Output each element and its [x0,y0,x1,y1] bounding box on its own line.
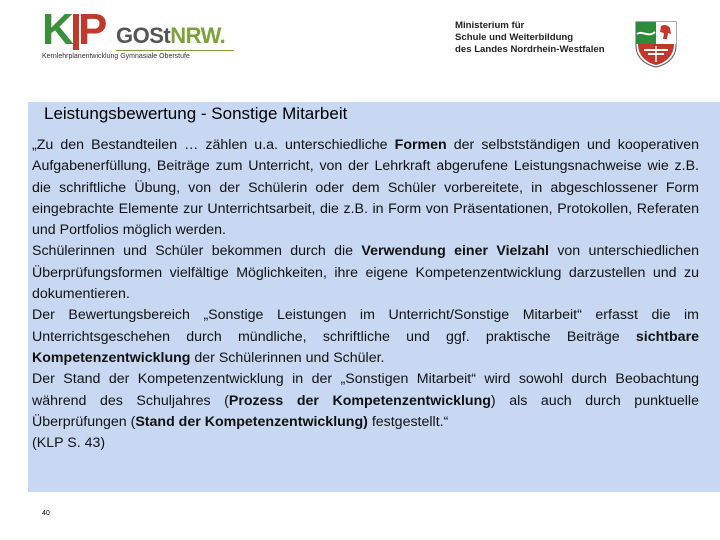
body-text: „Zu den Bestandteilen … zählen u.a. unterschiedliche [32,137,395,153]
body-text: Der Bewertungsbereich „Sonstige Leistungen im Unterricht/Sonstige Mitarbeit“ erfasst die im Unterrichtsgeschehen durch mündliche, schriftliche und ggf. praktische Beiträge [32,307,699,345]
emphasis-text: sichtbare Kompetenzentwicklung [32,328,699,366]
body-text: (KLP S. 43) [32,435,106,452]
page-number: 40 [42,510,50,517]
logo-underline [116,50,234,51]
body-text: von unterschiedlichen Überprüfungsformen vielfältige Möglichkeiten, ihre eigene Kompetenzentwicklung darzustellen und zu dokumentieren. [32,243,699,303]
body-paragraph-4 [32,369,699,433]
logo-letter-k: K [42,5,72,54]
body-paragraph-1 [32,135,699,241]
emphasis-text: Verwendung einer Vielzahl [361,243,549,260]
ministry-line-3: des Landes Nordrhein-Westfalen [455,44,605,55]
ministry-line-1: Ministerium für [455,20,525,31]
body-text: der Schülerinnen und Schüler. [190,349,385,366]
kp-gost-nrw-logo [42,5,242,64]
emphasis-text: Formen [394,137,447,153]
ministry-line-2: Schule und Weiterbildung [455,32,574,43]
footer-area [28,492,720,540]
body-text: ) als auch durch punktuelle Überprüfungen ( [32,392,699,430]
body-text: Schülerinnen und Schüler bekommen durch die [32,243,362,260]
body-text: festgestellt.“ [367,413,449,430]
logo-nrw: NRW. [170,23,226,48]
body-paragraph-3 [32,305,699,369]
logo-gost-text [116,24,225,48]
slide-title: Leistungsbewertung - Sonstige Mitarbeit [44,104,348,123]
logo-letters [42,5,242,54]
body-text: der selbstständigen und kooperativen Aufgabenerfüllung, Beiträge zum Unterricht, von der Lehrkraft abgerufene Leistungsnachweise wie z.B. die schriftliche Übung, von der Schülerin oder dem Schüler vorbereitete, in abgeschlossener Form eingebrachte Elemente zur Unterrichtsarbeit, die z.B. in Form von Präsentationen, Protokollen, Referaten und Portfolios möglich werden. [32,137,699,239]
nrw-coat-of-arms-icon [634,20,678,68]
emphasis-text: Prozess der Kompetenzentwicklung [228,392,491,409]
logo-subtitle: Kernlehrplanentwicklung Gymnasiale Oberstufe [42,53,190,60]
ministry-name [455,20,625,56]
slide-body [32,135,699,454]
logo-letter-p: P [78,5,108,54]
logo-gost: GOSt [116,23,171,48]
emphasis-text: Stand der Kompetenzentwicklung) [135,413,368,430]
body-paragraph-5 [32,433,699,454]
slide-header [0,0,720,100]
body-paragraph-2 [32,241,699,305]
body-text: Der Stand der Kompetenzentwicklung in der „Sonstigen Mitarbeit“ wird sowohl durch Beobachtung während des Schuljahres ( [32,371,699,409]
